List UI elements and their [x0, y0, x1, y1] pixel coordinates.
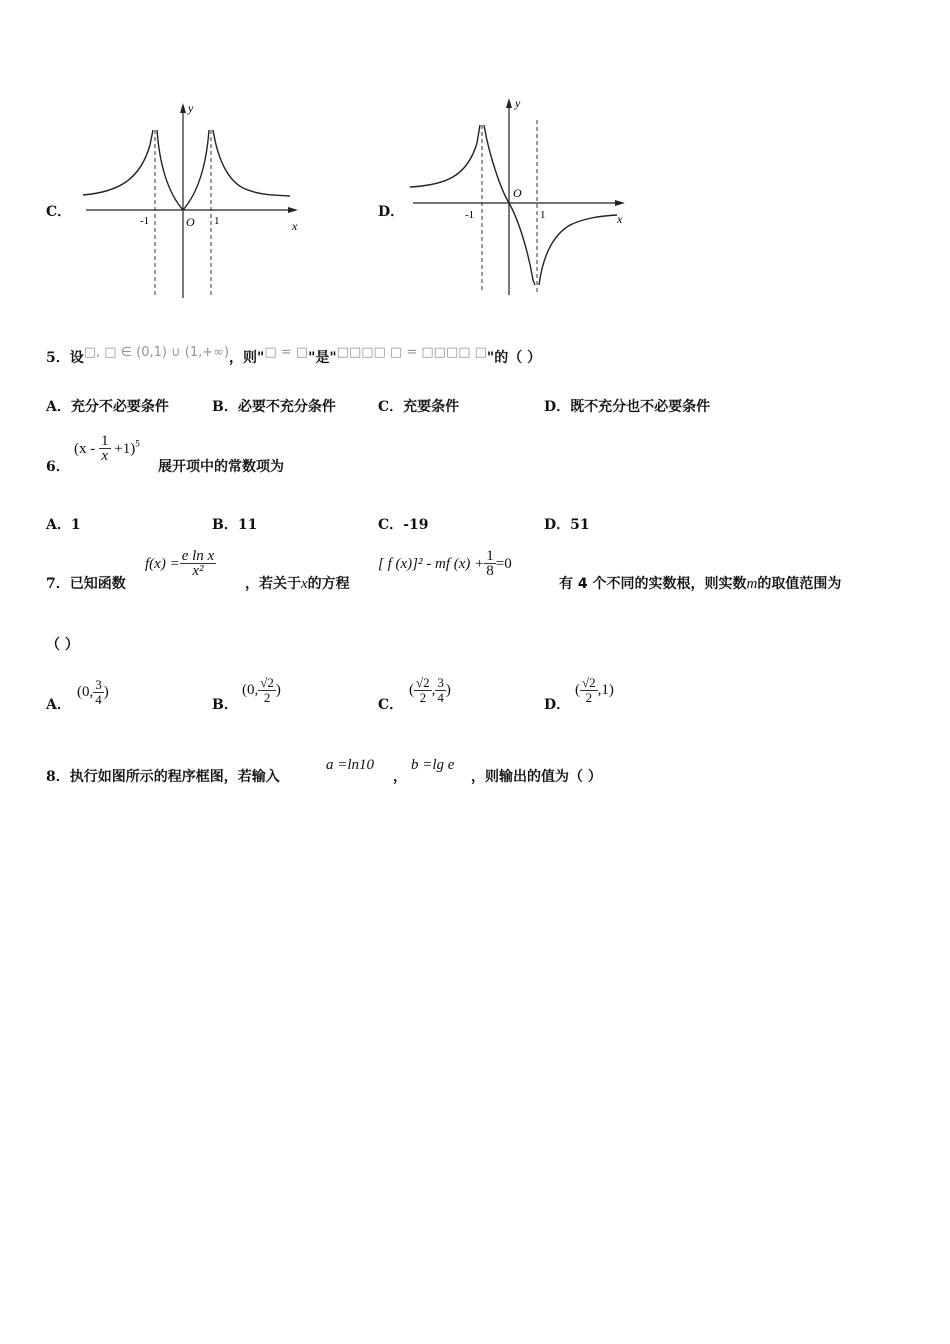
q7-option-b-value[interactable]: (0, $\frac{√2}{2}$ ) [242, 675, 281, 705]
q5-number: 5． [46, 350, 70, 366]
graph-c-y-label: y [188, 101, 194, 115]
q6-option-b[interactable]: B．11 [212, 517, 258, 533]
q7-function: f(x) = $\frac{\text{e ln x}}{\text{x²}}$ [145, 548, 215, 579]
q8-b-input: b =lg e [411, 757, 455, 773]
q7-option-a-value[interactable]: (0, $\frac{3}{4}$ ) [77, 677, 109, 707]
q7-paren: （ ） [46, 637, 79, 653]
graph-c-tick-pos: 1 [214, 215, 220, 227]
graph-d-y-label: y [515, 96, 521, 110]
q7-equation: [ f (x)]² - mf (x) + $\frac{1}{8}$ =0 [378, 548, 512, 579]
graph-d-tick-pos: 1 [540, 209, 546, 221]
q7-option-c-label[interactable]: C． [378, 697, 404, 713]
q7-option-d-value[interactable]: ( $\frac{√2}{2}$ ,1) [575, 675, 614, 705]
q5-option-d[interactable]: D．既不充分也不必要条件 [544, 399, 711, 415]
q7-mid: ，若关于x的方程 [245, 576, 350, 592]
q7-option-b-label[interactable]: B． [212, 697, 238, 713]
q6-option-d[interactable]: D．51 [544, 517, 590, 533]
q7-tail: 有 4 个不同的实数根，则实数m的取值范围为 [559, 576, 842, 592]
q5-eq1: □ = □ [264, 345, 309, 360]
q5-eq2: □□□□ □ = □□□□ □ [336, 345, 487, 360]
q6-option-c[interactable]: C．-19 [378, 517, 429, 533]
q5-tail: "的（ ） [486, 350, 542, 366]
q5-mid2: "是" [308, 350, 337, 366]
q7-option-d-label[interactable]: D． [544, 697, 571, 713]
graph-d-origin-label: O [513, 186, 522, 200]
graph-d-x-label: x [617, 212, 623, 226]
q5-condition: □, □ ∈ (0,1) ∪ (1,+∞) [83, 345, 230, 360]
q8-number-lead: 8．执行如图所示的程序框图，若输入 [46, 769, 280, 785]
q4-graph-c [78, 100, 308, 300]
q5-lead: 设 [69, 350, 84, 366]
q4-option-c-label: C． [46, 204, 72, 220]
graph-c-x-label: x [292, 219, 298, 233]
q8-comma: ， [393, 769, 407, 785]
graph-c-origin-label: O [186, 215, 195, 229]
q7-number-lead: 7．已知函数 [46, 576, 126, 592]
q5-option-a[interactable]: A．充分不必要条件 [46, 399, 169, 415]
graph-d-tick-neg: -1 [465, 209, 475, 221]
q4-graph-d [405, 95, 635, 305]
q5-stem [46, 345, 542, 368]
graph-c-tick-neg: -1 [140, 215, 150, 227]
q5-option-c[interactable]: C．充要条件 [378, 399, 460, 415]
q6-number: 6． [46, 459, 70, 475]
q8-tail: ，则输出的值为（ ） [471, 769, 602, 785]
q7-option-a-label[interactable]: A． [46, 697, 71, 713]
q8-a-input: a =ln10 [326, 757, 375, 773]
q7-option-c-value[interactable]: ( $\frac{√2}{2}$ , $\frac{3}{4}$ ) [409, 675, 451, 705]
q6-expression: (x - $\frac{1}{x}$ +1)$^5$ [74, 433, 140, 464]
q5-option-b[interactable]: B．必要不充分条件 [212, 399, 336, 415]
q4-option-d-label: D． [378, 204, 405, 220]
q6-text: 展开项中的常数项为 [158, 459, 284, 475]
q6-option-a[interactable]: A．1 [46, 517, 81, 533]
q5-mid: ，则" [229, 350, 265, 366]
